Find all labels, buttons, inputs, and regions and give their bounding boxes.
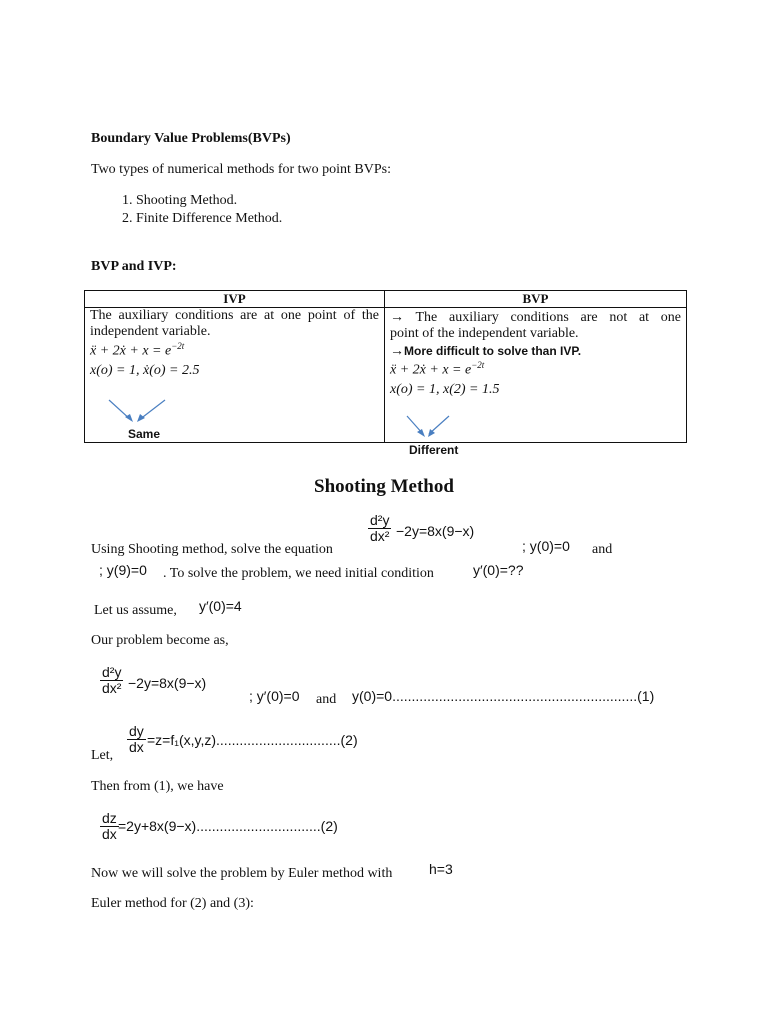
equation-rest: −2y=8x(9−x) — [396, 523, 475, 539]
then-text: Then from (1), we have — [91, 779, 224, 794]
comparison-table — [84, 290, 687, 457]
bvp-ivp-heading: BVP and IVP: — [91, 259, 177, 274]
methods-list — [112, 192, 282, 228]
equation-1-condition: ; y′(0)=0 — [249, 688, 300, 704]
let-equation: =z=f₁(x,y,z)................................(2) — [147, 732, 358, 748]
ivp-cell — [85, 308, 385, 443]
equation-1-fraction: $\frac{\text{d²y}}{\text{dx²}}$ — [102, 664, 122, 696]
bvp-different-label: Different — [409, 443, 459, 457]
ivp-header: IVP — [85, 291, 385, 308]
ivp-description-line2: independent variable. — [90, 324, 211, 339]
section-title: Shooting Method — [314, 476, 454, 497]
let-fraction: $\frac{dy}{dx}$ — [129, 723, 144, 755]
bvp-conditions: x(o) = 1, x(2) = 1.5 — [390, 381, 500, 397]
euler-method-text: Euler method for (2) and (3): — [91, 896, 254, 911]
problem-become-text: Our problem become as, — [91, 633, 229, 648]
euler-text: Now we will solve the problem by Euler method with — [91, 866, 393, 881]
intro-text: Two types of numerical methods for two point BVPs: — [91, 162, 391, 177]
let-text: Let, — [91, 748, 114, 763]
initial-condition-text: . To solve the problem, we need initial condition — [163, 566, 434, 581]
dz-equation: =2y+8x(9−x)................................(2) — [118, 818, 338, 834]
list-item: 1. Shooting Method. — [136, 192, 282, 210]
bvp-header: BVP — [385, 291, 687, 308]
and-text: and — [316, 692, 337, 707]
and-text: and — [592, 542, 613, 557]
equation-fraction: $\frac{\text{d²y}}{\text{dx²}}$ — [370, 512, 390, 544]
arrow-icon — [385, 414, 505, 442]
arrow-icon — [85, 398, 205, 426]
boundary-condition-2: ; y(9)=0 — [99, 562, 147, 578]
assume-text: Let us assume, — [94, 603, 177, 618]
ivp-same-label: Same — [128, 427, 161, 441]
ivp-description-line1: The auxiliary conditions are at one point of the — [90, 308, 379, 323]
bvp-description-line2: point of the independent variable. — [390, 326, 579, 341]
bvp-equation: ẍ + 2ẋ + $x = e^{-2t}$ — [390, 360, 485, 378]
assumed-value: y′(0)=4 — [199, 598, 242, 614]
boundary-condition-1: ; y(0)=0 — [522, 538, 570, 554]
bvp-cell — [385, 308, 687, 457]
dz-fraction: $\frac{dz}{dx}$ — [102, 810, 117, 842]
ivp-equation: ẍ + 2ẋ + $x = e^{-2t}$ — [90, 341, 185, 359]
list-item: 2. Finite Difference Method. — [136, 210, 282, 228]
equation-1-rest: −2y=8x(9−x) — [128, 675, 207, 691]
equation-1-tail: y(0)=0...............................................................(1) — [352, 688, 655, 704]
ivp-conditions: x(o) = 1, ẋ(o) = 2.5 — [90, 362, 200, 378]
step-size: h=3 — [429, 861, 453, 877]
shooting-intro-text: Using Shooting method, solve the equation — [91, 542, 333, 557]
unknown-initial-condition: y′(0)=?? — [473, 562, 524, 578]
bvp-more-difficult: →More difficult to solve than IVP. — [390, 342, 582, 358]
bvp-description-line1: → The auxiliary conditions are not at one — [390, 308, 682, 325]
main-heading: Boundary Value Problems(BVPs) — [91, 131, 291, 146]
